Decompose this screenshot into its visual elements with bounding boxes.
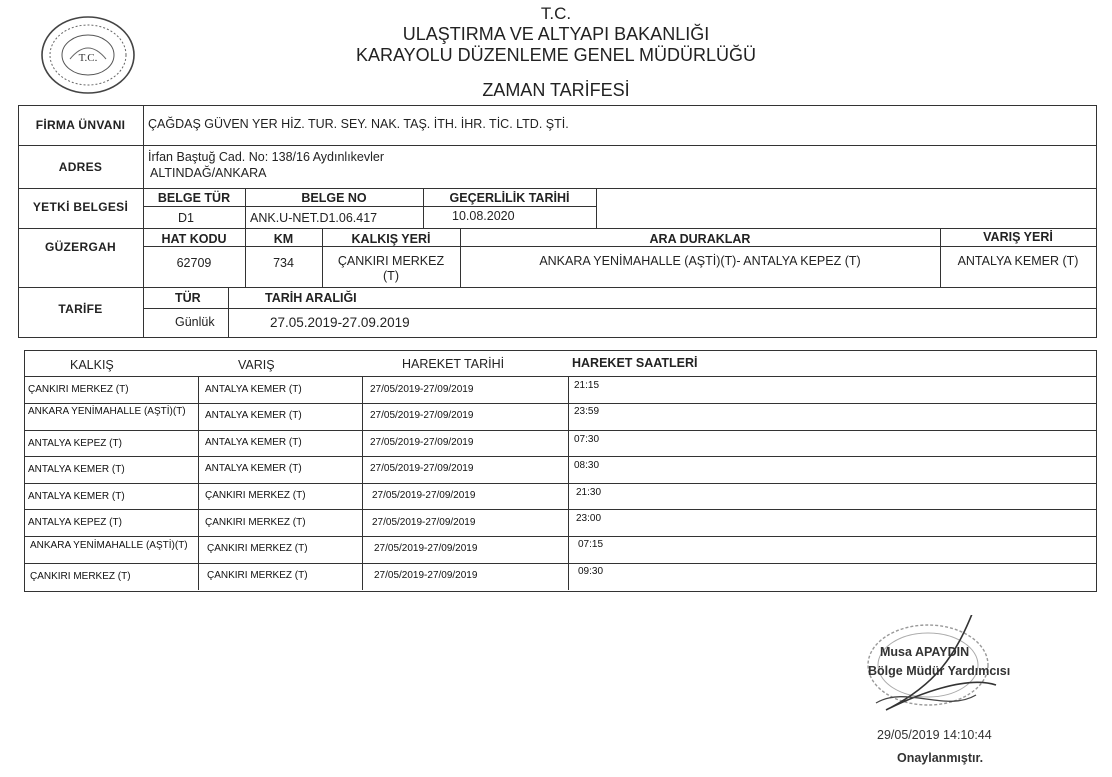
auth-type-value: D1 <box>178 211 194 225</box>
schedule-row-date: 27/05/2019-27/09/2019 <box>372 517 476 528</box>
auth-type-header: BELGE TÜR <box>157 191 231 205</box>
route-stops-header: ARA DURAKLAR <box>649 232 751 246</box>
schedule-row-time: 07:30 <box>574 434 600 445</box>
schedule-row-date: 27/05/2019-27/09/2019 <box>370 437 474 448</box>
column-divider <box>596 188 597 228</box>
signer-name: Musa APAYDIN <box>880 645 970 659</box>
separator <box>18 228 1096 229</box>
schedule-row-to: ANTALYA KEMER (T) <box>205 437 302 448</box>
schedule-row-date: 27/05/2019-27/09/2019 <box>374 543 478 554</box>
ministry-seal-icon <box>40 15 136 95</box>
route-stops-value: ANKARA YENİMAHALLE (AŞTİ)(T)- ANTALYA KEPEZ (T) <box>539 254 861 268</box>
row-separator <box>24 430 1096 431</box>
route-departure-value: ÇANKIRI MERKEZ <box>337 254 445 268</box>
auth-validity-header: GEÇERLİLİK TARİHİ <box>449 191 570 205</box>
schedule-row-from: ÇANKIRI MERKEZ (T) <box>30 571 131 582</box>
tariff-range-header: TARİH ARALIĞI <box>265 291 357 305</box>
row-separator <box>24 483 1096 484</box>
header-directorate: KARAYOLU DÜZENLEME GENEL MÜDÜRLÜĞÜ <box>355 45 757 65</box>
firm-name: ÇAĞDAŞ GÜVEN YER HİZ. TUR. SEY. NAK. TAŞ. İTH. İHR. TİC. LTD. ŞTİ. <box>148 117 569 131</box>
separator <box>143 206 596 207</box>
route-code-value: 62709 <box>176 256 212 270</box>
auth-no-header: BELGE NO <box>301 191 367 205</box>
tariff-type-value: Günlük <box>175 315 215 329</box>
schedule-row-to: ÇANKIRI MERKEZ (T) <box>207 570 308 581</box>
route-km-value: 734 <box>273 256 294 270</box>
approved-text: Onaylanmıştır. <box>897 751 984 765</box>
signer-title: Bölge Müdür Yardımcısı <box>868 664 1011 678</box>
header-tc: T.C. <box>540 4 572 23</box>
tariff-type-header: TÜR <box>175 291 201 305</box>
schedule-row-time: 08:30 <box>574 460 600 471</box>
schedule-row-from: ANTALYA KEPEZ (T) <box>28 438 122 449</box>
auth-validity-value: 10.08.2020 <box>452 209 515 223</box>
route-km-header: KM <box>273 232 294 246</box>
separator <box>18 287 1096 288</box>
route-departure-value-line2: (T) <box>383 269 399 283</box>
schedule-row-from: ÇANKIRI MERKEZ (T) <box>28 384 129 395</box>
auth-no-value: ANK.U-NET.D1.06.417 <box>250 211 378 225</box>
label-column-divider <box>143 105 144 337</box>
schedule-row-from: ANTALYA KEPEZ (T) <box>28 517 122 528</box>
route-arrival-header: VARIŞ YERİ <box>983 230 1053 244</box>
schedule-row-time: 23:59 <box>574 406 600 417</box>
schedule-row-date: 27/05/2019-27/09/2019 <box>370 410 474 421</box>
schedule-row-from: ANKARA YENİMAHALLE (AŞTİ)(T) <box>28 406 186 417</box>
tariff-label: TARİFE <box>58 302 103 316</box>
schedule-row-date: 27/05/2019-27/09/2019 <box>374 570 478 581</box>
schedule-departure-header: KALKIŞ <box>70 358 114 372</box>
separator <box>18 145 1096 146</box>
separator <box>143 246 1096 247</box>
separator <box>18 188 1096 189</box>
address-line1: İrfan Baştuğ Cad. No: 138/16 Aydınlıkevler <box>148 150 385 164</box>
schedule-row-time: 09:30 <box>578 566 604 577</box>
address-line2: ALTINDAĞ/ANKARA <box>150 166 267 180</box>
schedule-row-to: ANTALYA KEMER (T) <box>205 384 302 395</box>
schedule-row-to: ÇANKIRI MERKEZ (T) <box>205 517 306 528</box>
row-separator <box>24 456 1096 457</box>
schedule-row-date: 27/05/2019-27/09/2019 <box>370 463 474 474</box>
schedule-row-date: 27/05/2019-27/09/2019 <box>372 490 476 501</box>
row-separator <box>24 563 1096 564</box>
row-separator <box>24 536 1096 537</box>
document-title: ZAMAN TARİFESİ <box>482 80 630 100</box>
route-code-header: HAT KODU <box>161 232 227 246</box>
schedule-row-time: 07:15 <box>578 539 604 550</box>
address-label: ADRES <box>58 160 103 174</box>
schedule-row-from: ANTALYA KEMER (T) <box>28 491 125 502</box>
schedule-row-time: 23:00 <box>576 513 602 524</box>
header-ministry: ULAŞTIRMA VE ALTYAPI BAKANLIĞI <box>402 24 710 44</box>
schedule-table <box>24 350 1097 592</box>
route-arrival-value: ANTALYA KEMER (T) <box>957 254 1079 268</box>
seal-center-text: T.C. <box>78 52 98 64</box>
schedule-date-header: HAREKET TARİHİ <box>402 357 505 371</box>
separator <box>24 376 1096 377</box>
route-label: GÜZERGAH <box>44 240 117 254</box>
schedule-row-to: ÇANKIRI MERKEZ (T) <box>205 490 306 501</box>
schedule-row-to: ANTALYA KEMER (T) <box>205 410 302 421</box>
approval-timestamp: 29/05/2019 14:10:44 <box>877 728 992 742</box>
firm-label: FİRMA ÜNVANI <box>35 118 126 132</box>
schedule-row-time: 21:30 <box>576 487 602 498</box>
row-separator <box>24 509 1096 510</box>
schedule-row-date: 27/05/2019-27/09/2019 <box>370 384 474 395</box>
authorization-label: YETKİ BELGESİ <box>32 200 129 214</box>
column-divider <box>228 287 229 337</box>
schedule-row-from: ANTALYA KEMER (T) <box>28 464 125 475</box>
schedule-row-from: ANKARA YENİMAHALLE (AŞTİ)(T) <box>30 540 188 551</box>
separator <box>143 308 1096 309</box>
tariff-range-value: 27.05.2019-27.09.2019 <box>270 315 410 330</box>
schedule-times-header: HAREKET SAATLERİ <box>572 356 698 370</box>
schedule-row-time: 21:15 <box>574 380 600 391</box>
schedule-arrival-header: VARIŞ <box>238 358 275 372</box>
row-separator <box>24 403 1096 404</box>
route-departure-header: KALKIŞ YERİ <box>351 232 431 246</box>
schedule-row-to: ÇANKIRI MERKEZ (T) <box>207 543 308 554</box>
schedule-row-to: ANTALYA KEMER (T) <box>205 463 302 474</box>
